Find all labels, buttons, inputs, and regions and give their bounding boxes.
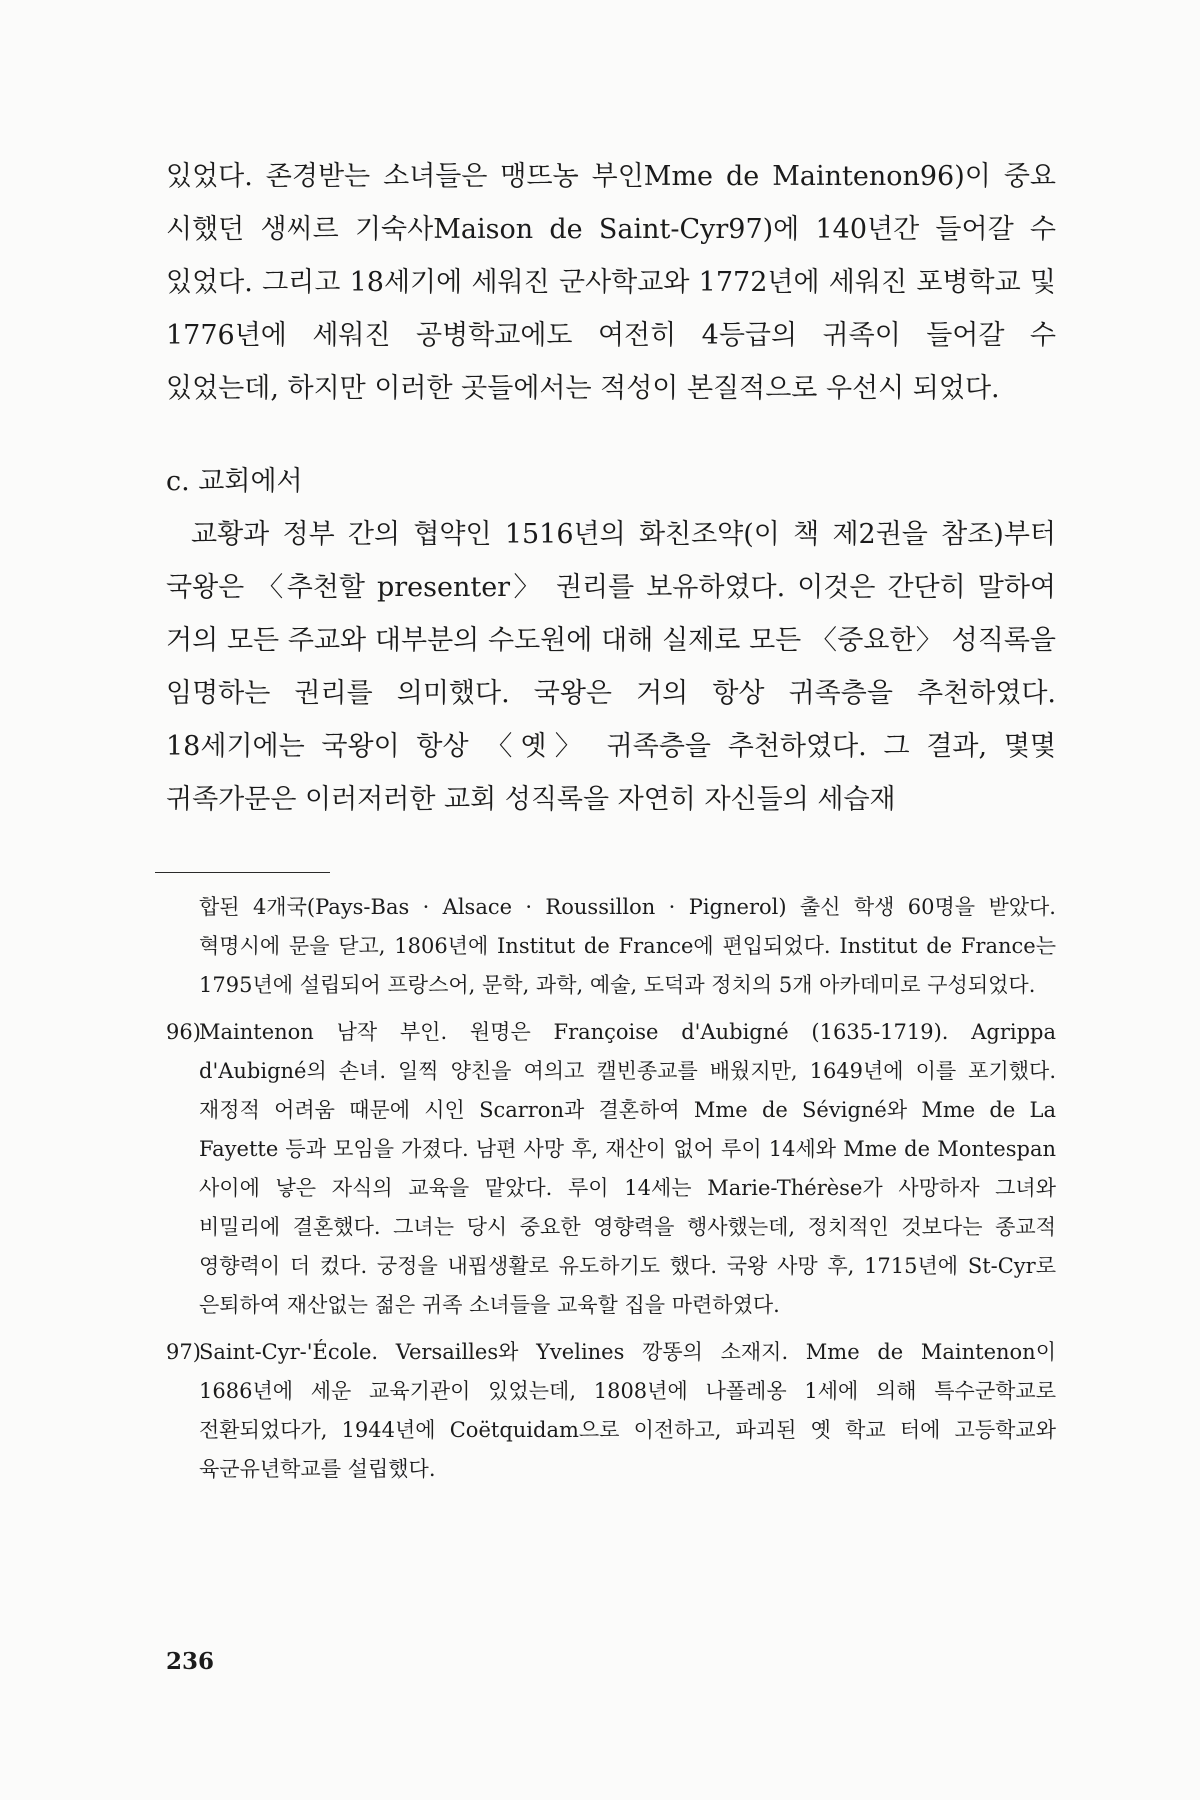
footnote-continuation: 합된 4개국(Pays-Bas · Alsace · Roussillon · Pignerol) 출신 학생 60명을 받았다. 혁명시에 문을 닫고, 1806년에 Institut de France에 편입되었다. Institut de France는 1795년에 설립되어 프랑스어, 문학, 과학, 예술, 도덕과 정치의 5개 아카데미로 구성되었다.	[199, 895, 1056, 997]
footnote-97	[166, 1333, 1056, 1489]
footnote-number: 97)	[166, 1340, 201, 1364]
body-paragraph: 있었다. 존경받는 소녀들은 맹뜨농 부인Mme de Maintenon96)이 중요 시했던 생씨르 기숙사Maison de Saint-Cyr97)에 140년간 들어갈 수 있었다. 그리고 18세기에 세워진 군사학교와 1772년에 세워진 포병학교 및 1776년에 세워진 공병학교에도 여전히 4등급의 귀족이 들어갈 수 있었는데, 하지만 이러한 곳들에서는 적성이 본질적으로 우선시 되었다.	[166, 161, 1056, 404]
main-text	[166, 150, 1056, 826]
footnote-96	[166, 1013, 1056, 1325]
footnote-text: Maintenon 남작 부인. 원명은 Françoise d'Aubigné (1635-1719). Agrippa d'Aubigné의 손녀. 일찍 양친을 여의고 캘빈종교를 배웠지만, 1649년에 이를 포기했다. 재정적 어려움 때문에 시인 Scarron과 결혼하여 Mme de Sévigné와 Mme de La Fayette 등과 모임을 가졌다. 남편 사망 후, 재산이 없어 루이 14세와 Mme de Montespan 사이에 낳은 자식의 교육을 맡았다. 루이 14세는 Marie-Thérèse가 사망하자 그녀와 비밀리에 결혼했다. 그녀는 당시 중요한 영향력을 행사했는데, 정치적인 것보다는 종교적 영향력이 더 컸다. 궁정을 내핍생활로 유도하기도 했다. 국왕 사망 후, 1715년에 St-Cyr로 은퇴하여 재산없는 젊은 귀족 소녀들을 교육할 집을 마련하였다.	[199, 1020, 1056, 1317]
body-paragraph: 교황과 정부 간의 협약인 1516년의 화친조약(이 책 제2권을 참조)부터 국왕은 〈추천할 presenter〉 권리를 보유하였다. 이것은 간단히 말하여 거의 모든 주교와 대부분의 수도원에 대해 실제로 모든 〈중요한〉 성직록을 임명하는 권리를 의미했다. 국왕은 거의 항상 귀족층을 추천하였다. 18세기에는 국왕이 항상 〈옛〉 귀족층을 추천하였다. 그 결과, 몇몇 귀족가문은 이러저러한 교회 성직록을 자연히 자신들의 세습재	[166, 519, 1056, 815]
page-number: 236	[166, 1648, 215, 1675]
section-heading: c. 교회에서	[166, 466, 303, 497]
footnote-divider	[155, 872, 330, 873]
footnote-text: Saint-Cyr-'École. Versailles와 Yvelines 깡똥의 소재지. Mme de Maintenon이 1686년에 세운 교육기관이 있었는데, 1808년에 나폴레옹 1세에 의해 특수군학교로 전환되었다가, 1944년에 Coëtquidam으로 이전하고, 파괴된 옛 학교 터에 고등학교와 육군유년학교를 설립했다.	[199, 1340, 1056, 1481]
footnote-number: 96)	[166, 1020, 201, 1044]
footnotes	[166, 888, 1056, 1489]
